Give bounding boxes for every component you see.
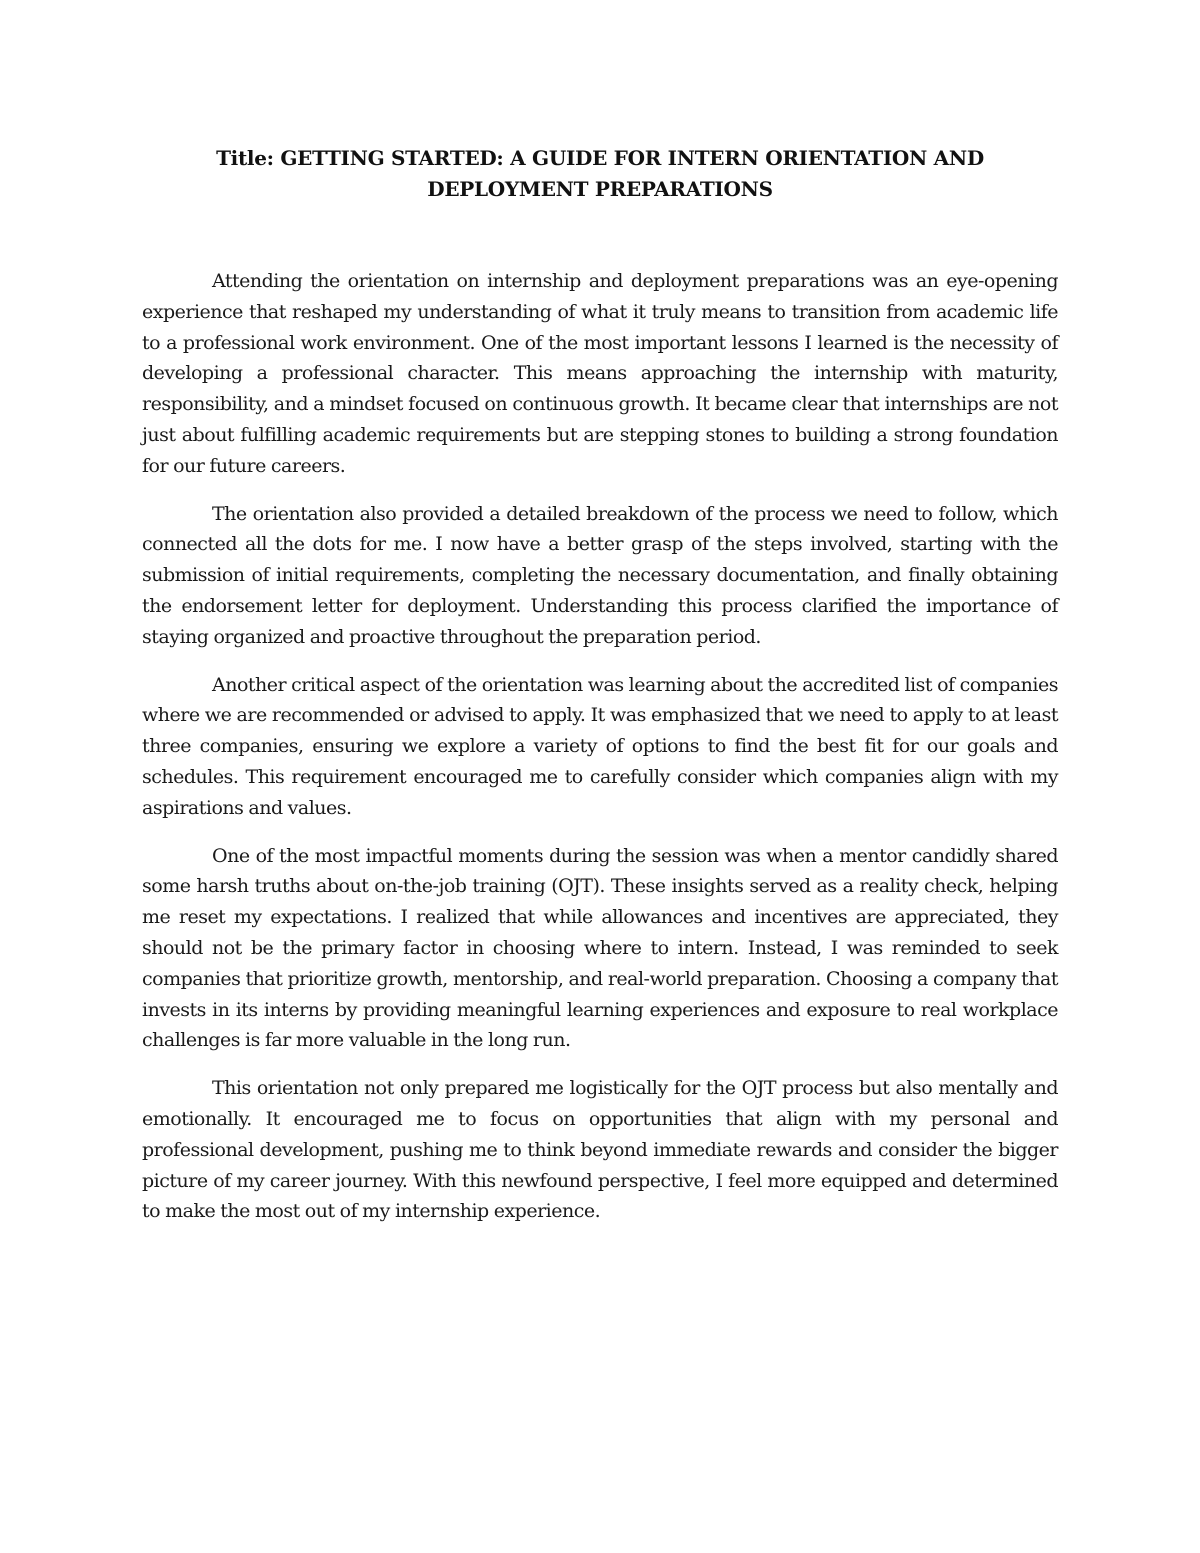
paragraph-1: Attending the orientation on internship and deployment preparations was an eye-opening experience that reshaped my understanding of what it truly means to transition from academic life to a professional work environment. One of the most important lessons I learned is the necessity of developing a professional character. This means approaching the internship with maturity, responsibility, and a mindset focused on continuous growth. It became clear that internships are not just about fulfilling academic requirements but are stepping stones to building a strong foundation for our future careers. [142, 270, 1058, 477]
paragraph-4: One of the most impactful moments during the session was when a mentor candidly shared some harsh truths about on-the-job training (OJT). These insights served as a reality check, helping me reset my expectations. I realized that while allowances and incentives are appreciated, they should not be the primary factor in choosing where to intern. Instead, I was reminded to seek companies that prioritize growth, mentorship, and real-world preparation. Choosing a company that invests in its interns by providing meaningful learning experiences and exposure to real workplace challenges is far more valuable in the long run. [142, 844, 1058, 1052]
paragraph-2: The orientation also provided a detailed breakdown of the process we need to follow, which connected all the dots for me. I now have a better grasp of the steps involved, starting with the submission of initial requirements, completing the necessary documentation, and finally obtaining the endorsement letter for deployment. Understanding this process clarified the importance of staying organized and proactive throughout the preparation period. [142, 502, 1058, 648]
paragraph-3: Another critical aspect of the orientation was learning about the accredited list of companies where we are recommended or advised to apply. It was emphasized that we need to apply to at least three companies, ensuring we explore a variety of options to find the best fit for our goals and schedules. This requirement encouraged me to carefully consider which companies align with my aspirations and values. [142, 673, 1058, 819]
page-title: Title: GETTING STARTED: A GUIDE FOR INTERN ORIENTATION AND DEPLOYMENT PREPARATIONS [216, 146, 984, 201]
document-body [142, 266, 1058, 1244]
paragraph-5: This orientation not only prepared me logistically for the OJT process but also mentally and emotionally. It encouraged me to focus on opportunities that align with my personal and professional development, pushing me to think beyond immediate rewards and consider the bigger picture of my career journey. With this newfound perspective, I feel more equipped and determined to make the most out of my internship experience. [142, 1077, 1058, 1223]
